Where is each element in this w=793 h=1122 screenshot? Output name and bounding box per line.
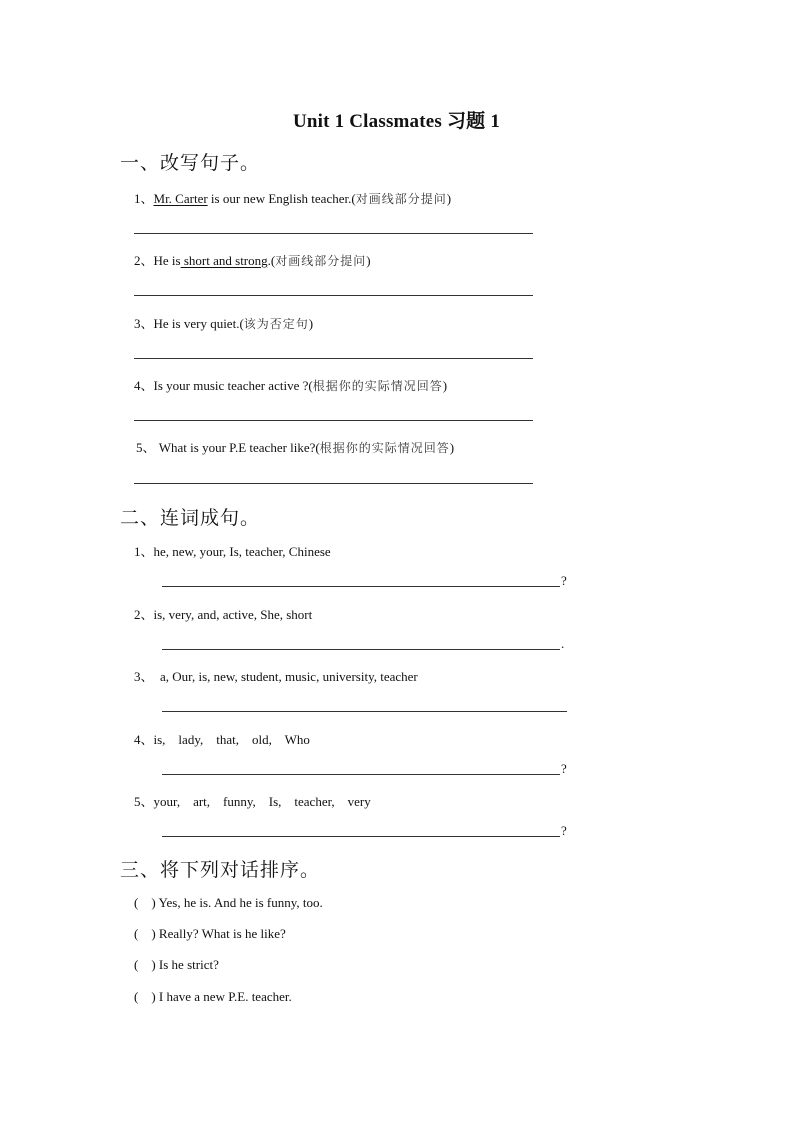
s2-answer-line-3[interactable] bbox=[162, 711, 567, 712]
s2-question-4: 4、is, lady, that, old, Who bbox=[134, 732, 310, 747]
s1-answer-line-3[interactable] bbox=[134, 358, 533, 359]
order-bracket[interactable]: ( ) bbox=[134, 895, 156, 910]
s1-answer-line-5[interactable] bbox=[134, 483, 533, 484]
s2-end-mark-4: ? bbox=[561, 761, 567, 776]
s1-question-5: 5、 What is your P.E teacher like?(根据你的实际情况回答) bbox=[136, 440, 455, 455]
s2-answer-line-5[interactable] bbox=[162, 836, 560, 837]
section-1-heading: 一、改写句子。 bbox=[120, 152, 261, 174]
s3-dialogue-line-2: ( ) Really? What is he like? bbox=[134, 926, 286, 941]
order-bracket[interactable]: ( ) bbox=[134, 957, 156, 972]
s1-question-4: 4、Is your music teacher active ?(根据你的实际情况回答) bbox=[134, 378, 448, 393]
s1-question-2: 2、He is short and strong.(对画线部分提问) bbox=[134, 253, 371, 268]
order-bracket[interactable]: ( ) bbox=[134, 926, 156, 941]
page-title: Unit 1 Classmates 习题 1 bbox=[292, 111, 501, 132]
s1-answer-line-4[interactable] bbox=[134, 420, 533, 421]
s3-dialogue-line-3: ( ) Is he strict? bbox=[134, 957, 219, 972]
s2-question-5: 5、your, art, funny, Is, teacher, very bbox=[134, 794, 371, 809]
s3-dialogue-line-4: ( ) I have a new P.E. teacher. bbox=[134, 989, 292, 1004]
s2-end-mark-2: . bbox=[561, 636, 565, 651]
s2-question-1: 1、he, new, your, Is, teacher, Chinese bbox=[134, 544, 331, 559]
order-bracket[interactable]: ( ) bbox=[134, 989, 156, 1004]
s2-end-mark-1: ? bbox=[561, 573, 567, 588]
s2-end-mark-5: ? bbox=[561, 823, 567, 838]
s1-question-3: 3、He is very quiet.(该为否定句) bbox=[134, 316, 314, 331]
underlined-phrase: Mr. Carter bbox=[153, 191, 208, 206]
s1-answer-line-1[interactable] bbox=[134, 233, 533, 234]
s2-question-2: 2、is, very, and, active, She, short bbox=[134, 607, 313, 622]
s2-answer-line-2[interactable] bbox=[162, 649, 560, 650]
s3-dialogue-line-1: ( ) Yes, he is. And he is funny, too. bbox=[134, 895, 323, 910]
s2-answer-line-4[interactable] bbox=[162, 774, 560, 775]
s1-question-1: 1、Mr. Carter is our new English teacher.(对画线部分提问) bbox=[134, 191, 452, 206]
s2-question-3: 3、 a, Our, is, new, student, music, university, teacher bbox=[134, 669, 418, 684]
section-3-heading: 三、将下列对话排序。 bbox=[120, 859, 321, 881]
s1-answer-line-2[interactable] bbox=[134, 295, 533, 296]
section-2-heading: 二、连词成句。 bbox=[120, 507, 261, 529]
s2-answer-line-1[interactable] bbox=[162, 586, 560, 587]
underlined-phrase: short and strong bbox=[180, 253, 268, 268]
